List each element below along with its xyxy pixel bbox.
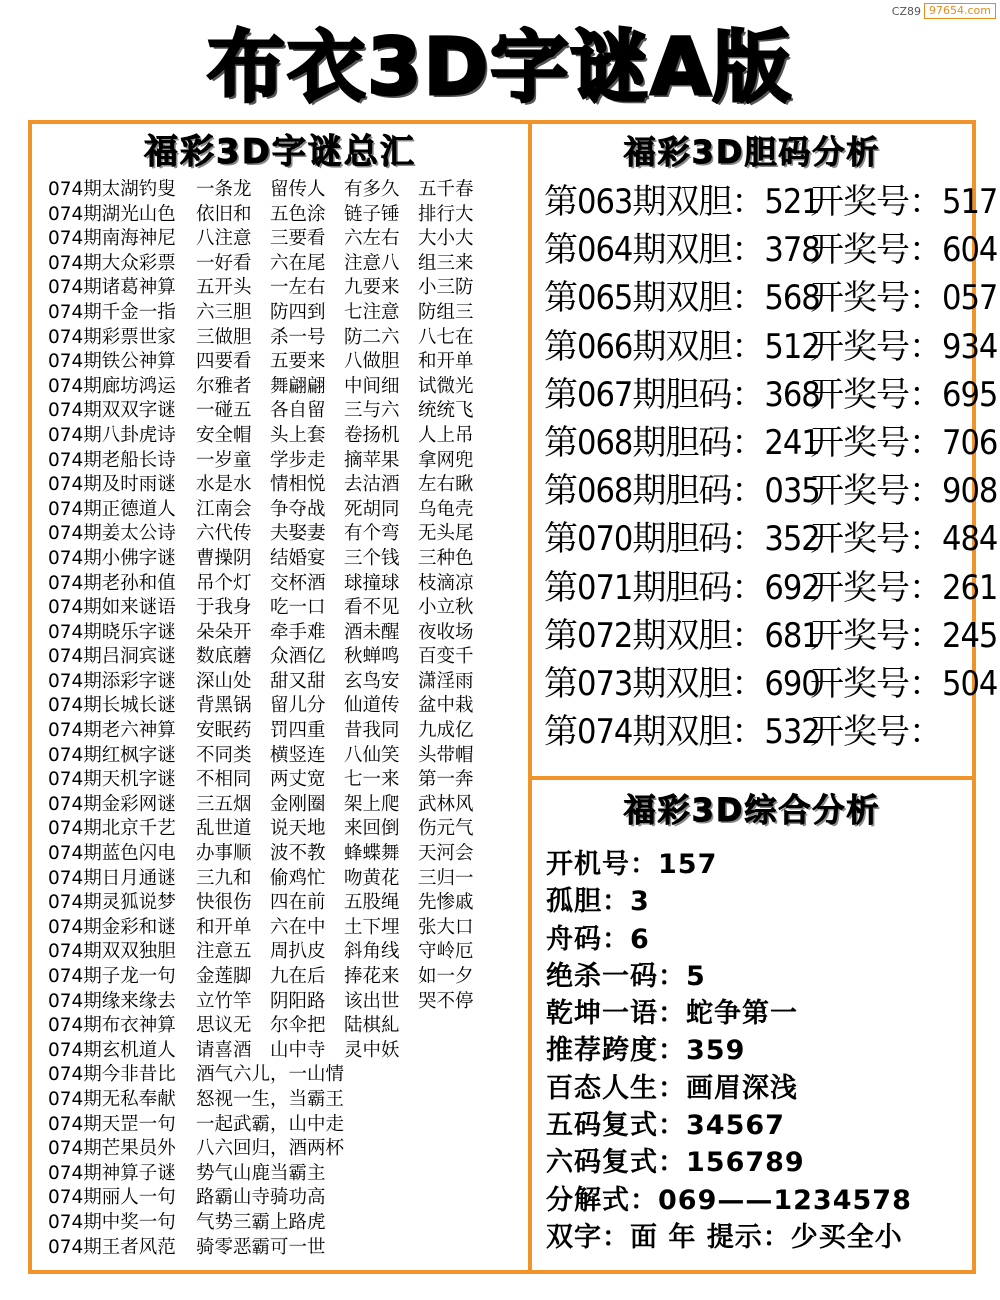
riddle-word: 尔雅者 (196, 375, 252, 397)
analysis-item: 孤胆：3 (546, 886, 650, 918)
riddle-row (48, 768, 524, 793)
riddle-word: 蜂蝶舞 (344, 843, 400, 865)
dan-pick: 第072期双胆：681 (544, 615, 820, 656)
riddle-word: 吃一口 (270, 597, 326, 619)
riddle-row (48, 203, 524, 228)
riddle-word: 说天地 (270, 818, 326, 840)
dan-row (544, 371, 998, 419)
riddle-row (48, 1186, 524, 1211)
riddle-word: 秋蝉鸣 (344, 646, 400, 668)
riddle-word: 立竹竿 (196, 990, 252, 1012)
riddle-word: 偷鸡忙 (270, 867, 326, 889)
riddle-source: 074期吕洞宾谜 (48, 646, 176, 668)
draw-result: 开奖号：261 (810, 567, 998, 608)
dan-pick: 第073期双胆：690 (544, 663, 820, 704)
riddle-word: 数底蘑 (196, 646, 252, 668)
riddle-word: 八做胆 (344, 351, 400, 373)
riddle-word: 众酒亿 (270, 646, 326, 668)
riddle-word: 六在尾 (270, 252, 326, 274)
riddle-row (48, 645, 524, 670)
riddle-row (48, 547, 524, 572)
riddle-row (48, 252, 524, 277)
riddle-row (48, 621, 524, 646)
riddle-row (48, 498, 524, 523)
riddle-row (48, 522, 524, 547)
riddle-word: 试微光 (418, 375, 474, 397)
riddle-word: 防组三 (418, 301, 474, 323)
riddle-row (48, 916, 524, 941)
riddle-word: 留传人 (270, 179, 326, 200)
riddle-word: 斜角线 (344, 941, 400, 963)
riddle-row (48, 940, 524, 965)
riddle-sentence: 路霸山寺骑功高 (196, 1187, 326, 1209)
riddle-row (48, 867, 524, 892)
riddle-word: 陆棋糺 (344, 1015, 400, 1037)
draw-result: 开奖号：695 (810, 374, 998, 415)
riddle-row (48, 891, 524, 916)
riddle-word: 乱世道 (196, 818, 252, 840)
riddle-source: 074期太湖钓叟 (48, 179, 176, 200)
riddle-word: 五股绳 (344, 892, 400, 914)
riddle-word: 杀一号 (270, 326, 326, 348)
riddle-word: 请喜酒 (196, 1039, 252, 1061)
riddle-word: 守岭厄 (418, 941, 474, 963)
dan-row (544, 178, 998, 226)
riddle-source: 074期子龙一句 (48, 966, 176, 987)
riddle-word: 一条龙 (196, 179, 252, 200)
riddle-row (48, 1063, 524, 1088)
riddle-list (48, 178, 524, 1260)
content-frame (28, 120, 998, 1274)
riddle-word: 注意八 (344, 252, 400, 274)
analysis-item: 舟码：6 (546, 923, 650, 955)
riddle-word: 酒未醒 (344, 621, 400, 643)
analysis-item: 百态人生：画眉深浅 (546, 1072, 798, 1104)
riddle-word: 于我身 (196, 597, 252, 619)
riddle-sentence: 一起武霸，山中走 (196, 1113, 345, 1135)
riddle-source: 074期铁公神算 (48, 351, 176, 373)
riddle-source: 074期老船长诗 (48, 449, 176, 471)
riddle-word: 罚四重 (270, 720, 326, 742)
dan-row (544, 515, 998, 563)
riddle-source: 074期千金一指 (48, 301, 176, 323)
riddle-row (48, 399, 524, 424)
riddle-source: 074期诸葛神算 (48, 277, 176, 299)
riddle-row (48, 473, 524, 498)
riddle-section-title: 福彩3D字谜总汇 (144, 132, 416, 172)
riddle-word: 伤元气 (418, 818, 474, 840)
riddle-word: 有多久 (344, 179, 400, 200)
riddle-sentence: 八六回归，酒两杯 (196, 1138, 345, 1160)
riddle-word: 土下埋 (344, 916, 400, 938)
analysis-item: 推荐跨度：359 (546, 1035, 746, 1067)
riddle-word: 各自留 (270, 400, 326, 422)
riddle-source: 074期今非昔比 (48, 1064, 176, 1086)
riddle-word: 架上爬 (344, 793, 400, 815)
riddle-word: 武林风 (418, 793, 474, 815)
riddle-word: 不相同 (196, 769, 252, 791)
riddle-word (418, 1039, 524, 1064)
riddle-row (48, 1039, 524, 1064)
horizontal-divider (532, 776, 972, 780)
riddle-source: 074期红枫字谜 (48, 744, 176, 766)
riddle-word: 朵朵开 (196, 621, 252, 643)
riddle-word: 乌龟壳 (418, 498, 474, 520)
draw-result: 开奖号：057 (810, 278, 998, 319)
dan-row (544, 274, 998, 322)
vertical-divider (528, 124, 532, 1270)
riddle-word: 小三防 (418, 277, 474, 299)
dan-pick: 第068期胆码：241 (544, 422, 820, 463)
riddle-source: 074期北京千艺 (48, 818, 176, 840)
riddle-row (48, 793, 524, 818)
draw-result: 开奖号：484 (810, 519, 998, 560)
riddle-source: 074期双双独胆 (48, 941, 176, 963)
riddle-word: 盆中栽 (418, 695, 474, 717)
riddle-row (48, 719, 524, 744)
riddle-source: 074期中奖一句 (48, 1211, 176, 1233)
riddle-sentence: 骑零恶霸可一世 (196, 1236, 326, 1258)
dan-pick: 第074期双胆：532 (544, 712, 820, 753)
riddle-source: 074期长城长谜 (48, 695, 176, 717)
riddle-word: 去沽酒 (344, 474, 400, 496)
riddle-source: 074期芒果员外 (48, 1138, 176, 1160)
analysis-item: 开机号：157 (546, 849, 718, 880)
dan-row (544, 226, 998, 274)
riddle-row (48, 842, 524, 867)
riddle-word: 深山处 (196, 670, 252, 692)
riddle-word: 三归一 (418, 867, 474, 889)
riddle-word: 六在中 (270, 916, 326, 938)
riddle-source: 074期八卦虎诗 (48, 424, 176, 446)
riddle-row (48, 276, 524, 301)
dan-list (544, 178, 998, 756)
riddle-word: 第一奔 (418, 769, 474, 791)
riddle-word: 思议无 (196, 1015, 252, 1037)
riddle-word: 吻黄花 (344, 867, 400, 889)
riddle-source: 074期蓝色闪电 (48, 843, 176, 865)
riddle-source: 074期缘来缘去 (48, 990, 176, 1012)
riddle-word: 三九和 (196, 867, 252, 889)
riddle-word: 金刚圈 (270, 793, 326, 815)
riddle-source: 074期正德道人 (48, 498, 176, 520)
analysis-item: 五码复式：34567 (546, 1110, 785, 1142)
riddle-word: 卷扬机 (344, 424, 400, 446)
riddle-source: 074期灵狐说梦 (48, 892, 176, 914)
draw-result: 开奖号：517 (810, 182, 998, 222)
draw-result: 开奖号：934 (810, 326, 998, 367)
dan-row (544, 708, 974, 756)
draw-result: 开奖号：245 (810, 615, 998, 656)
dan-section-title: 福彩3D胆码分析 (623, 133, 881, 171)
riddle-word: 波不教 (270, 843, 326, 865)
riddle-word: 夜收场 (418, 621, 474, 643)
analysis-item: 双字：面 年 提示：少买全小 (546, 1221, 903, 1253)
riddle-word: 头上套 (270, 424, 326, 446)
riddle-word: 安全帽 (196, 424, 252, 446)
dan-pick: 第066期双胆：512 (544, 326, 820, 367)
riddle-word: 和开单 (196, 916, 252, 938)
riddle-sentence: 势气山鹿当霸主 (196, 1162, 326, 1184)
riddle-source: 074期双双字谜 (48, 400, 176, 422)
dan-row (544, 467, 998, 515)
riddle-source: 074期晓乐字谜 (48, 621, 176, 643)
riddle-source: 074期小佛字谜 (48, 547, 176, 569)
riddle-source: 074期大众彩票 (48, 252, 176, 274)
riddle-word: 办事顺 (196, 843, 252, 865)
riddle-source: 074期姜太公诗 (48, 523, 176, 545)
riddle-word: 来回倒 (344, 818, 400, 840)
analysis-item: 绝杀一码：5 (546, 960, 706, 992)
riddle-word: 不同类 (196, 744, 252, 766)
riddle-source: 074期及时雨谜 (48, 474, 176, 496)
riddle-word: 捧花来 (344, 966, 400, 987)
riddle-source: 074期彩票世家 (48, 326, 176, 348)
dan-pick: 第071期胆码：692 (544, 567, 820, 608)
riddle-word: 三要看 (270, 228, 326, 250)
analysis-item: 分解式：069——1234578 (546, 1184, 912, 1216)
riddle-source: 074期日月通谜 (48, 867, 176, 889)
riddle-word: 学步走 (270, 449, 326, 471)
riddle-source: 074期天罡一句 (48, 1113, 176, 1135)
riddle-word: 四在前 (270, 892, 326, 914)
riddle-word: 一岁童 (196, 449, 252, 471)
riddle-word: 三做胆 (196, 326, 252, 348)
riddle-word: 一好看 (196, 252, 252, 274)
riddle-word: 情相悦 (270, 474, 326, 496)
riddle-word: 五要来 (270, 351, 326, 373)
riddle-row (48, 449, 524, 474)
riddle-word: 九在后 (270, 966, 326, 987)
riddle-word: 吊个灯 (196, 572, 252, 594)
riddle-word: 排行大 (418, 203, 474, 225)
riddle-source: 074期神算子谜 (48, 1162, 176, 1184)
riddle-row (48, 424, 524, 449)
riddle-word: 四要看 (196, 351, 252, 373)
riddle-word: 横竖连 (270, 744, 326, 766)
riddle-word: 交杯酒 (270, 572, 326, 594)
riddle-source: 074期老六神算 (48, 720, 176, 742)
riddle-word: 九成亿 (418, 720, 474, 742)
zonghe-section-title: 福彩3D综合分析 (623, 791, 881, 829)
riddle-word: 防二六 (344, 326, 400, 348)
draw-result: 开奖号：504 (810, 663, 998, 704)
riddle-source: 074期天机字谜 (48, 769, 176, 791)
draw-result: 开奖号： (810, 712, 942, 753)
draw-result: 开奖号：706 (810, 422, 998, 463)
riddle-word: 死胡同 (344, 498, 400, 520)
riddle-row (48, 817, 524, 842)
riddle-source: 074期湖光山色 (48, 203, 176, 225)
riddle-row (48, 744, 524, 769)
riddle-source: 074期南海神尼 (48, 228, 176, 250)
riddle-word: 曹操阴 (196, 547, 252, 569)
watermark-prefix: CZ89 (891, 4, 922, 18)
riddle-row (48, 178, 524, 203)
riddle-source: 074期老孙和值 (48, 572, 176, 594)
riddle-word: 小立秋 (418, 597, 474, 619)
riddle-word: 尔伞把 (270, 1015, 326, 1037)
riddle-row (48, 965, 524, 990)
riddle-row (48, 572, 524, 597)
riddle-word: 大小大 (418, 228, 474, 250)
riddle-source: 074期如来谜语 (48, 597, 176, 619)
riddle-word: 天河会 (418, 843, 474, 865)
riddle-row (48, 596, 524, 621)
riddle-word: 人上吊 (418, 424, 474, 446)
analysis-item: 乾坤一语：蛇争第一 (546, 998, 798, 1030)
riddle-source: 074期金彩网谜 (48, 793, 176, 815)
riddle-sentence: 怒视一生，当霸王 (196, 1088, 345, 1110)
riddle-word: 八七在 (418, 326, 474, 348)
riddle-source: 074期丽人一句 (48, 1187, 176, 1209)
riddle-row (48, 670, 524, 695)
riddle-word: 牵手难 (270, 621, 326, 643)
riddle-word: 三个钱 (344, 547, 400, 569)
riddle-word: 六代传 (196, 523, 252, 545)
riddle-word: 摘苹果 (344, 449, 400, 471)
riddle-word: 潇淫雨 (418, 670, 474, 692)
riddle-word: 张大口 (418, 916, 474, 938)
riddle-word: 八注意 (196, 228, 252, 250)
riddle-word: 球撞球 (344, 572, 400, 594)
draw-result: 开奖号：908 (810, 471, 998, 512)
riddle-word: 拿网兜 (418, 449, 474, 471)
riddle-word: 甜又甜 (270, 670, 326, 692)
riddle-source: 074期玄机道人 (48, 1039, 176, 1061)
riddle-word: 七一来 (344, 769, 400, 791)
riddle-word: 江南会 (196, 498, 252, 520)
riddle-source: 074期无私奉献 (48, 1088, 176, 1110)
zonghe-list (546, 846, 976, 1256)
riddle-word: 仙道传 (344, 695, 400, 717)
riddle-row (48, 1088, 524, 1113)
watermark-site: 97654.com (924, 3, 996, 19)
riddle-sentence: 酒气六儿，一山情 (196, 1064, 345, 1086)
riddle-row (48, 227, 524, 252)
riddle-row (48, 350, 524, 375)
riddle-word: 阴阳路 (270, 990, 326, 1012)
riddle-word: 中间细 (344, 375, 400, 397)
riddle-source: 074期添彩字谜 (48, 670, 176, 692)
dan-pick: 第064期双胆：378 (544, 230, 820, 271)
riddle-word: 结婚宴 (270, 547, 326, 569)
riddle-word: 无头尾 (418, 523, 474, 545)
dan-row (544, 612, 998, 660)
riddle-word: 舞翩翩 (270, 375, 326, 397)
riddle-word: 组三来 (418, 252, 474, 274)
dan-pick: 第070期胆码：352 (544, 519, 820, 560)
riddle-row (48, 1137, 524, 1162)
riddle-word: 五色涂 (270, 203, 326, 225)
riddle-word: 山中寺 (270, 1039, 326, 1061)
riddle-source: 074期布衣神算 (48, 1015, 176, 1037)
dan-pick: 第065期双胆：568 (544, 278, 820, 319)
riddle-word: 九要来 (344, 277, 400, 299)
riddle-word (418, 1014, 524, 1039)
riddle-source: 074期王者风范 (48, 1236, 176, 1258)
riddle-row (48, 694, 524, 719)
riddle-word: 两丈宽 (270, 769, 326, 791)
riddle-word: 先惨戚 (418, 892, 474, 914)
riddle-word: 六三胆 (196, 301, 252, 323)
riddle-word: 统统飞 (418, 400, 474, 422)
riddle-word: 五开头 (196, 277, 252, 299)
riddle-row (48, 990, 524, 1015)
riddle-row (48, 301, 524, 326)
riddle-word: 七注意 (344, 301, 400, 323)
riddle-word: 金莲脚 (196, 966, 252, 987)
dan-pick: 第067期胆码：368 (544, 374, 820, 415)
dan-row (544, 564, 998, 612)
riddle-word: 枝滴凉 (418, 572, 474, 594)
riddle-word: 注意五 (196, 941, 252, 963)
riddle-word: 水是水 (196, 474, 252, 496)
riddle-word: 昔我同 (344, 720, 400, 742)
riddle-word: 六左右 (344, 228, 400, 250)
riddle-word: 三种色 (418, 547, 474, 569)
dan-pick: 第068期胆码：035 (544, 471, 820, 512)
riddle-word: 链子锤 (344, 203, 400, 225)
riddle-word: 灵中妖 (344, 1039, 400, 1061)
riddle-word: 玄鸟安 (344, 670, 400, 692)
dan-row (544, 419, 998, 467)
riddle-word: 快很伤 (196, 892, 252, 914)
riddle-word: 一碰五 (196, 400, 252, 422)
riddle-word: 五千春 (418, 179, 474, 200)
riddle-word: 左右瞅 (418, 474, 474, 496)
riddle-row (48, 1014, 524, 1039)
riddle-word: 背黑锅 (196, 695, 252, 717)
riddle-word: 一左右 (270, 277, 326, 299)
riddle-word: 有个弯 (344, 523, 400, 545)
riddle-word: 头带帽 (418, 744, 474, 766)
riddle-word: 哭不停 (418, 990, 474, 1012)
riddle-word: 留儿分 (270, 695, 326, 717)
riddle-word: 三与六 (344, 400, 400, 422)
riddle-word: 和开单 (418, 351, 474, 373)
riddle-word: 百变千 (418, 646, 474, 668)
riddle-row (48, 1211, 524, 1236)
riddle-row (48, 326, 524, 351)
riddle-word: 该出世 (344, 990, 400, 1012)
riddle-row (48, 1113, 524, 1138)
page-title: 布衣3D字谜A版 (207, 23, 793, 113)
riddle-sentence: 气势三霸上路虎 (196, 1211, 326, 1233)
riddle-source: 074期金彩和谜 (48, 916, 176, 938)
riddle-word: 夫娶妻 (270, 523, 326, 545)
riddle-source: 074期廊坊鸿运 (48, 375, 176, 397)
riddle-word: 看不见 (344, 597, 400, 619)
riddle-word: 防四到 (270, 301, 326, 323)
riddle-word: 依旧和 (196, 203, 252, 225)
riddle-row (48, 1162, 524, 1187)
riddle-word: 安眠药 (196, 720, 252, 742)
dan-row (544, 660, 998, 708)
riddle-word: 八仙笑 (344, 744, 400, 766)
riddle-word: 争夺战 (270, 498, 326, 520)
dan-pick: 第063期双胆：521 (544, 182, 820, 222)
riddle-word: 如一夕 (418, 966, 474, 987)
analysis-item: 六码复式：156789 (546, 1147, 805, 1179)
riddle-row (48, 375, 524, 400)
dan-row (544, 323, 998, 371)
riddle-row (48, 1236, 524, 1261)
draw-result: 开奖号：604 (810, 230, 998, 271)
riddle-word: 三五烟 (196, 793, 252, 815)
riddle-word: 周扒皮 (270, 941, 326, 963)
